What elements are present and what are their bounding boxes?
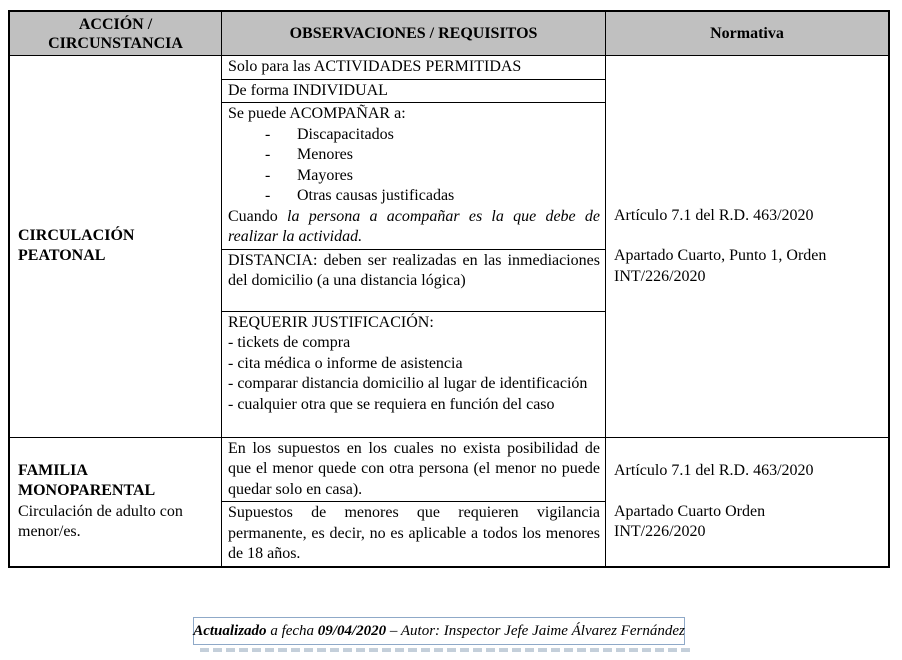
normativa-line2: Apartado Cuarto, Punto 1, Orden INT/226/2020 xyxy=(614,247,827,285)
bullet-dash: - xyxy=(265,125,271,143)
obs-acompanar-intro: Se puede ACOMPAÑAR a: xyxy=(228,105,406,122)
regulation-table xyxy=(8,10,890,568)
obs-requerir-justificacion xyxy=(222,312,605,437)
list-item xyxy=(228,145,600,166)
obs-actividades-permitidas: Solo para las ACTIVIDADES PERMITIDAS xyxy=(222,56,605,80)
requerir-title: REQUERIR JUSTIFICACIÓN: xyxy=(228,313,434,331)
bullet-dash: - xyxy=(265,187,271,204)
requerir-item: - cualquier otra que se requiera en función del caso xyxy=(228,395,555,413)
obs-forma-individual: De forma INDIVIDUAL xyxy=(222,80,605,104)
observations-cell xyxy=(222,56,606,437)
footer-a-fecha: a fecha xyxy=(266,622,318,639)
obs-distancia: DISTANCIA: deben ser realizadas en las inmediaciones del domicilio (a una distancia lógica) xyxy=(222,250,605,312)
list-item xyxy=(228,125,600,146)
table-row-circulacion-peatonal xyxy=(10,55,888,437)
action-cell xyxy=(10,438,222,567)
header-observaciones-requisitos: OBSERVACIONES / REQUISITOS xyxy=(222,12,606,55)
bullet-text: Otras causas justificadas xyxy=(297,187,455,204)
obs-menor-sin-posibilidad: En los supuestos en los cuales no exista posibilidad de que el menor quede con otra persona (el menor no puede quedar solo en casa). xyxy=(222,438,605,503)
action-title: CIRCULACIÓN PEATONAL xyxy=(18,226,135,265)
action-cell xyxy=(10,56,222,437)
footer-actualizado: Actualizado xyxy=(193,622,267,639)
footer-author-box xyxy=(193,617,685,645)
bullet-text: Mayores xyxy=(297,166,353,184)
normativa-cell xyxy=(606,438,888,567)
cuando-italic: la persona a acompañar es la que debe de realizar la actividad. xyxy=(228,207,600,245)
requerir-item: - tickets de compra xyxy=(228,334,351,351)
bullet-dash: - xyxy=(265,166,271,184)
obs-acompanar xyxy=(222,103,605,250)
header-normativa: Normativa xyxy=(606,12,888,55)
footer-author: – Autor: Inspector Jefe Jaime Álvarez Fernández xyxy=(386,622,685,639)
bullet-dash: - xyxy=(265,146,271,163)
footer-date: 09/04/2020 xyxy=(317,622,387,639)
normativa-line1: Artículo 7.1 del R.D. 463/2020 xyxy=(614,206,814,224)
obs-vigilancia-permanente: Supuestos de menores que requieren vigilancia permanente, es decir, no es aplicable a todos los menores de 18 años. xyxy=(228,504,600,562)
normativa-line1: Artículo 7.1 del R.D. 463/2020 xyxy=(614,462,814,479)
footer-box-shadow xyxy=(200,648,694,652)
header-accion-circunstancia: ACCIÓN / CIRCUNSTANCIA xyxy=(10,12,222,55)
observations-cell xyxy=(222,438,606,567)
action-subtitle: Circulación de adulto con menor/es. xyxy=(18,502,183,541)
bullet-text: Menores xyxy=(297,146,353,163)
requerir-item: - cita médica o informe de asistencia xyxy=(228,354,463,372)
list-item xyxy=(228,186,600,207)
action-title: FAMILIA MONOPARENTAL xyxy=(18,461,156,500)
list-item xyxy=(228,166,600,187)
table-header-row xyxy=(10,12,888,55)
cuando-prefix: Cuando xyxy=(228,207,288,225)
table-row-familia-monoparental xyxy=(10,437,888,567)
normativa-cell xyxy=(606,56,888,437)
normativa-line2: Apartado Cuarto Orden INT/226/2020 xyxy=(614,502,766,540)
obs-cuando-note xyxy=(228,207,600,248)
requerir-item: - comparar distancia domicilio al lugar de identificación xyxy=(228,375,588,392)
bullet-text: Discapacitados xyxy=(297,125,394,143)
